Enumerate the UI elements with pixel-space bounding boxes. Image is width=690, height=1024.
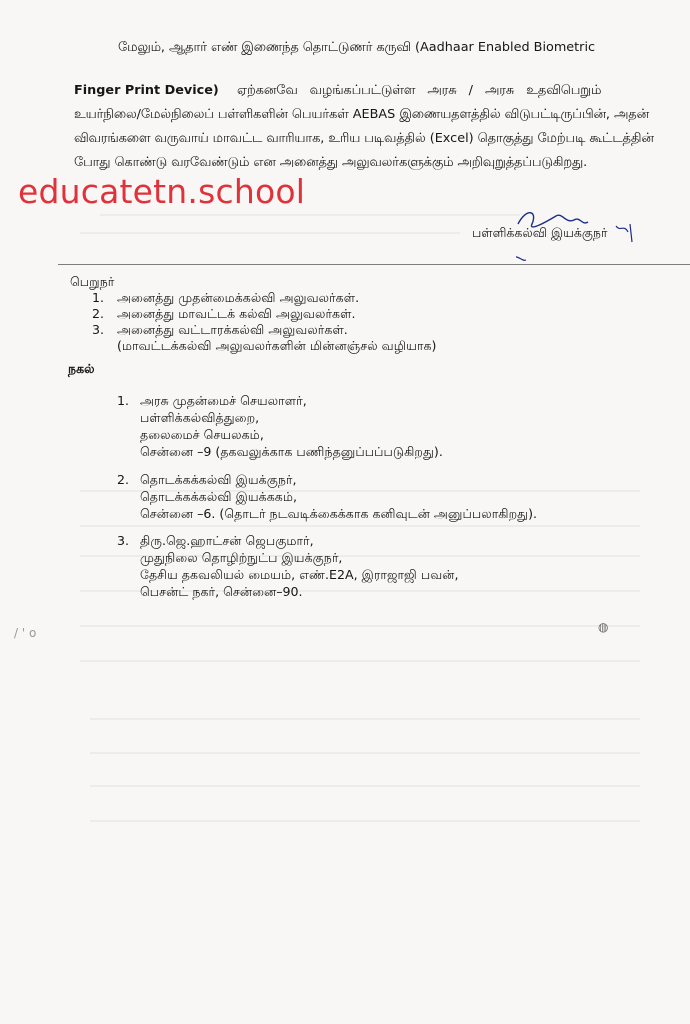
copy-line: சென்னை –9 (தகவலுக்காக பணிந்தனுப்பப்படுகிறது).: [140, 444, 443, 459]
recipient-number: 3.: [92, 322, 105, 337]
bleed-through: [80, 232, 460, 234]
copy-line: பள்ளிக்கல்வித்துறை,: [140, 410, 260, 425]
bleed-through: [90, 785, 640, 787]
copy-number: 2.: [117, 472, 130, 487]
copy-number: 1.: [117, 393, 130, 408]
copy-line: தொடக்கக்கல்வி இயக்ககம்,: [140, 489, 297, 504]
copy-line: திரு.ஜெ.ஹாட்சன் ஜெபகுமார்,: [140, 533, 314, 548]
paragraph-line-4: விவரங்களை வருவாய் மாவட்ட வாரியாக, உரிய படிவத்தில் (Excel) தொகுத்து மேற்படி கூட்டத்தின்: [74, 131, 654, 146]
paragraph-line-2a: Finger Print Device): [74, 83, 219, 98]
paragraph-line-5: போது கொண்டு வரவேண்டும் என அனைத்து அலுவலர்களுக்கும் அறிவுறுத்தப்படுகிறது.: [74, 155, 588, 170]
signature-icon: [516, 202, 636, 282]
recipients-heading: பெறுநர்: [70, 274, 115, 289]
watermark-text: educatetn.school: [18, 172, 306, 211]
copy-line: அரசு முதன்மைச் செயலாளர்,: [140, 393, 307, 408]
copy-heading: நகல்: [68, 361, 95, 376]
copy-number: 3.: [117, 533, 130, 548]
bleed-through: [80, 525, 640, 527]
bleed-through: [90, 820, 640, 822]
bleed-through: [80, 625, 640, 627]
recipient-item: அனைத்து மாவட்டக் கல்வி அலுவலர்கள்.: [117, 306, 356, 321]
bleed-through: [100, 214, 520, 216]
copy-line: முதுநிலை தொழிற்நுட்ப இயக்குநர்,: [140, 550, 343, 565]
copy-line: பெசன்ட் நகர், சென்னை–90.: [140, 584, 303, 599]
punch-mark: / ' o: [14, 626, 37, 640]
recipient-item: அனைத்து முதன்மைக்கல்வி அலுவலர்கள்.: [117, 290, 360, 305]
signatory-title: பள்ளிக்கல்வி இயக்குநர்: [472, 225, 608, 240]
copy-line: சென்னை –6. (தொடர் நடவடிக்கைக்காக கனிவுடன் அனுப்பலாகிறது).: [140, 506, 538, 521]
bleed-through: [90, 718, 640, 720]
paragraph-line-2b: ஏற்கனவே வழங்கப்பட்டுள்ள அரசு / அரசு உதவிபெறும்: [237, 83, 602, 98]
paragraph-line-1: மேலும், ஆதார் எண் இணைந்த தொட்டுணர் கருவி (Aadhaar Enabled Biometric: [118, 40, 596, 55]
paragraph-line-3: உயர்நிலை/மேல்நிலைப் பள்ளிகளின் பெயர்கள் AEBAS இணையதளத்தில் விடுபட்டிருப்பின், அதன்: [74, 107, 650, 122]
recipient-item: அனைத்து வட்டாரக்கல்வி அலுவலர்கள்.: [117, 322, 348, 337]
bleed-through: [80, 660, 640, 662]
divider: [58, 264, 690, 265]
bleed-through: [90, 752, 640, 754]
recipient-number: 2.: [92, 306, 105, 321]
copy-line: தலைமைச் செயலகம்,: [140, 427, 264, 442]
copy-line: தொடக்கக்கல்வி இயக்குநர்,: [140, 472, 297, 487]
recipient-number: 1.: [92, 290, 105, 305]
copy-line: தேசிய தகவலியல் மையம், எண்.E2A, இராஜாஜி பவன்,: [140, 567, 459, 582]
punch-mark: ◍: [598, 620, 609, 634]
recipients-note: (மாவட்டக்கல்வி அலுவலர்களின் மின்னஞ்சல் வழியாக): [117, 338, 437, 353]
